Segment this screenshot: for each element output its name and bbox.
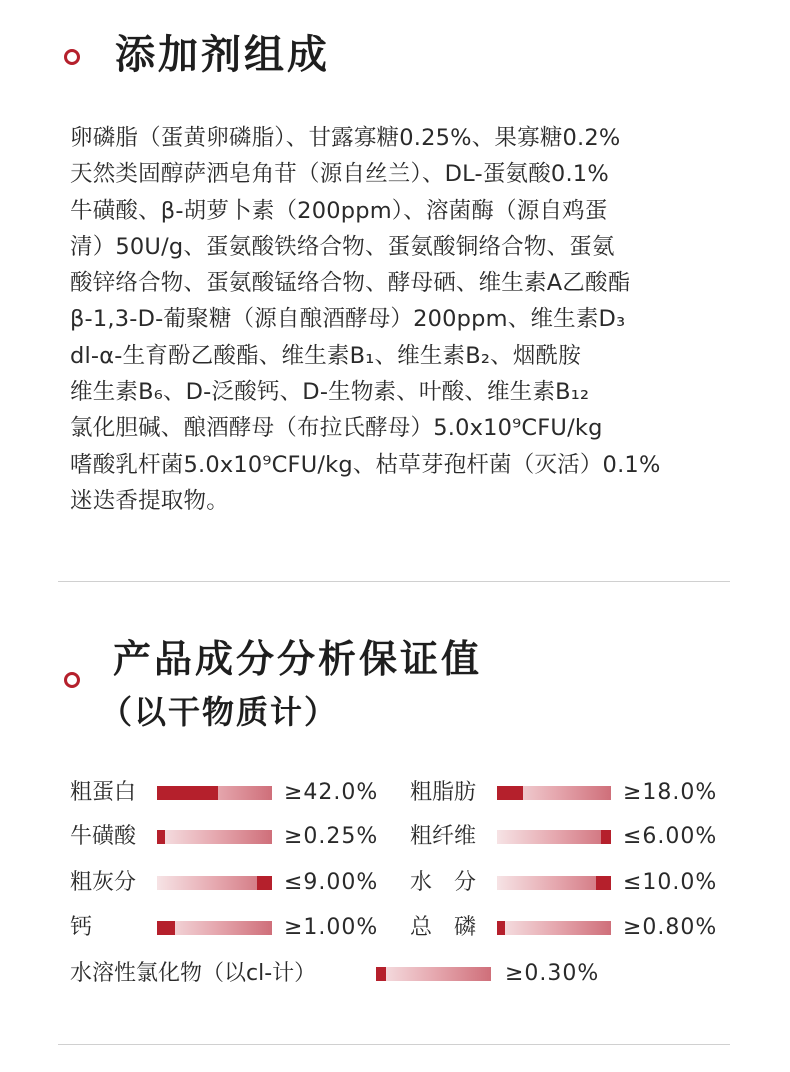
- ingredient-line: 嗜酸乳杆菌5.0x10⁹CFU/kg、枯草芽孢杆菌（灭活）0.1%: [70, 451, 661, 478]
- nutrient-bar-fill: [497, 786, 523, 800]
- nutrient-row: [70, 822, 390, 852]
- section-divider: [58, 581, 730, 582]
- nutrient-label: 钙: [70, 915, 93, 940]
- section-divider: [58, 1044, 730, 1045]
- analysis-subtitle: （以干物质计）: [100, 693, 339, 731]
- nutrient-bar-fill: [497, 921, 505, 935]
- nutrient-row: [70, 778, 390, 808]
- ingredient-line: dl-α-生育酚乙酸酯、维生素B₁、维生素B₂、烟酰胺: [70, 342, 581, 369]
- nutrient-bar: [497, 876, 611, 890]
- nutrient-bar: [157, 921, 272, 935]
- nutrient-bar: [157, 786, 272, 800]
- analysis-title: 产品成分分析保证值: [113, 637, 483, 681]
- nutrient-row: [410, 822, 730, 852]
- ingredient-line: 酸锌络合物、蛋氨酸锰络合物、酵母硒、维生素A乙酸酯: [70, 270, 631, 297]
- nutrient-value: ≥1.00%: [284, 915, 379, 940]
- ingredient-line: 牛磺酸、β-胡萝卜素（200ppm）、溶菌酶（源自鸡蛋: [70, 197, 608, 224]
- ingredient-line: 清）50U/g、蛋氨酸铁络合物、蛋氨酸铜络合物、蛋氨: [70, 233, 615, 260]
- nutrient-bar-fill: [601, 830, 611, 844]
- nutrient-label: 粗脂肪: [410, 780, 477, 805]
- nutrient-row: [70, 868, 390, 898]
- nutrient-label: 总 磷: [410, 915, 477, 940]
- nutrient-bar: [157, 830, 272, 844]
- nutrient-bar-fill: [157, 786, 218, 800]
- additives-title: 添加剂组成: [115, 32, 330, 78]
- nutrient-value: ≤9.00%: [284, 870, 379, 895]
- nutrient-value: ≥18.0%: [623, 780, 718, 805]
- nutrient-bar-fill: [157, 830, 165, 844]
- nutrient-row: [410, 868, 730, 898]
- section-bullet-icon: [64, 672, 80, 688]
- nutrient-label: 牛磺酸: [70, 824, 137, 849]
- ingredient-line: 迷迭香提取物。: [70, 487, 229, 514]
- nutrient-bar: [157, 876, 272, 890]
- nutrient-bar: [497, 786, 611, 800]
- nutrient-bar: [376, 967, 491, 981]
- ingredient-line: 维生素B₆、D-泛酸钙、D-生物素、叶酸、维生素B₁₂: [70, 379, 590, 406]
- nutrient-row: [410, 913, 730, 943]
- nutrient-value: ≤6.00%: [623, 824, 718, 849]
- nutrient-bar-fill: [157, 921, 175, 935]
- nutrient-bar-fill: [376, 967, 386, 981]
- ingredient-line: β-1,3-D-葡聚糖（源自酿酒酵母）200ppm、维生素D₃: [70, 306, 626, 333]
- nutrient-label: 粗灰分: [70, 870, 137, 895]
- nutrient-value: ≥42.0%: [284, 780, 379, 805]
- nutrient-bar: [497, 830, 611, 844]
- nutrient-row: [70, 913, 390, 943]
- nutrient-value: ≥0.30%: [505, 961, 600, 986]
- section-bullet-icon: [64, 49, 80, 65]
- nutrient-bar-fill: [257, 876, 272, 890]
- nutrient-label: 水 分: [410, 870, 477, 895]
- nutrient-value: ≥0.80%: [623, 915, 718, 940]
- nutrient-value: ≥0.25%: [284, 824, 379, 849]
- nutrient-bar-fill: [596, 876, 611, 890]
- ingredient-line: 卵磷脂（蛋黄卵磷脂）、甘露寡糖0.25%、果寡糖0.2%: [70, 125, 621, 151]
- ingredient-line: 氯化胆碱、酿酒酵母（布拉氏酵母）5.0x10⁹CFU/kg: [70, 415, 603, 442]
- nutrient-row: [410, 778, 730, 808]
- nutrient-label: 粗蛋白: [70, 780, 137, 805]
- nutrient-row: [70, 959, 630, 989]
- ingredients-text: [70, 120, 760, 519]
- nutrient-label: 粗纤维: [410, 824, 477, 849]
- nutrient-label: 水溶性氯化物（以cl-计）: [70, 961, 317, 986]
- nutrient-value: ≤10.0%: [623, 870, 718, 895]
- ingredient-line: 天然类固醇萨洒皂角苷（源自丝兰）、DL-蛋氨酸0.1%: [70, 161, 609, 188]
- nutrient-bar: [497, 921, 611, 935]
